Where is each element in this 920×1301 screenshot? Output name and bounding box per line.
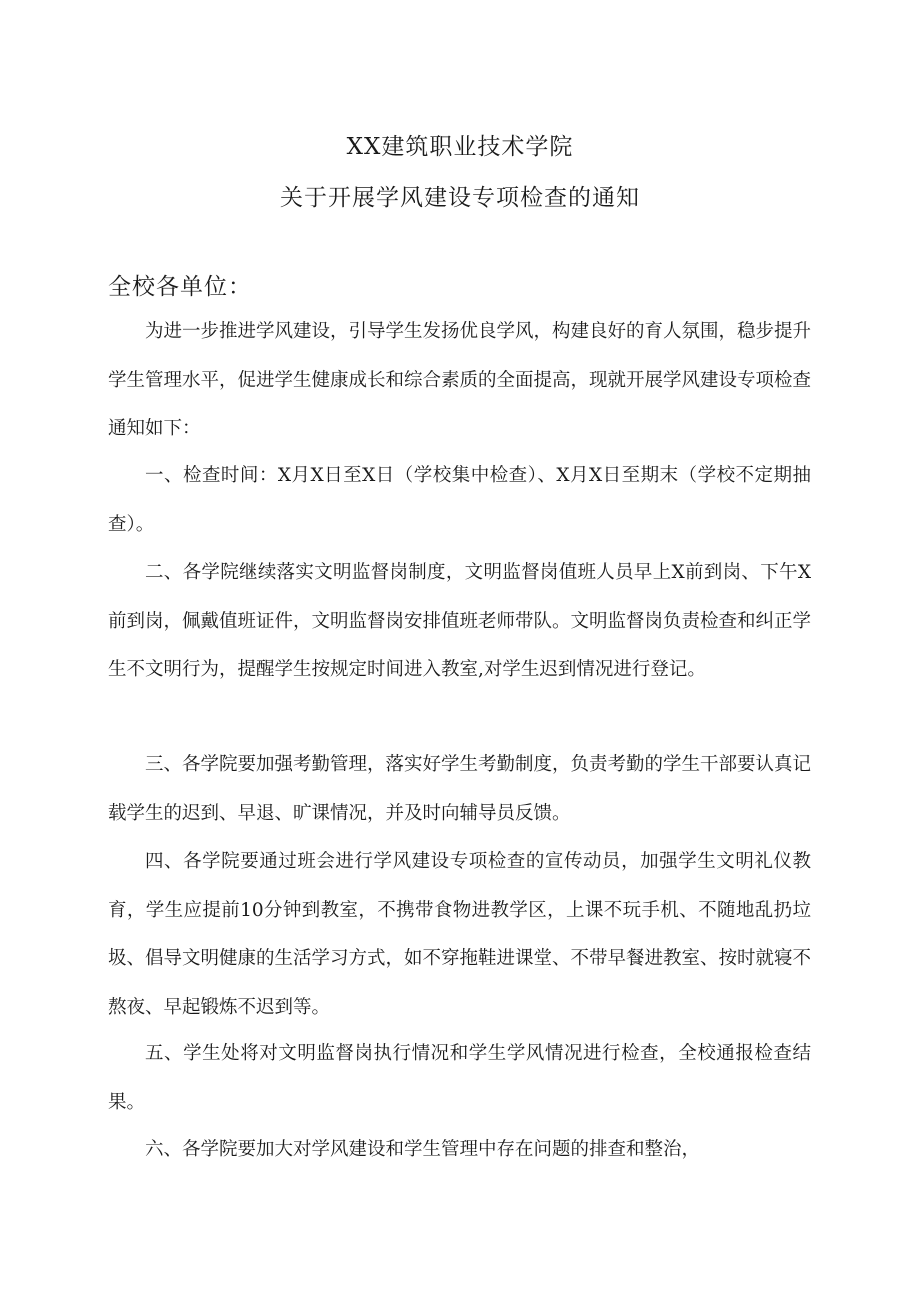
paragraph-item-4: 四、各学院要通过班会进行学风建设专项检查的宣传动员，加强学生文明礼仪教育，学生应提前10分钟到教室，不携带食物进教学区，上课不玩手机、不随地乱扔垃圾、倡导文明健康的生活学习方式，如不穿拖鞋进课堂、不带早餐进教室、按时就寝不熬夜、早起锻炼不迟到等。 [108,851,812,1018]
paragraph-item-5: 五、学生处将对文明监督岗执行情况和学生学风情况进行检查，全校通报检查结果。 [108,1043,811,1113]
paragraph-item-2: 二、各学院继续落实文明监督岗制度，文明监督岗值班人员早上X前到岗、下午X前到岗，佩戴值班证件，文明监督岗安排值班老师带队。文明监督岗负责检查和纠正学生不文明行为，提醒学生按规定时间进入教室,对学生迟到情况进行登记。 [108,562,812,680]
document-title-line-2: 关于开展学风建设专项检查的通知 [280,185,640,211]
salutation: 全校各单位： [108,274,252,300]
paragraph-item-6: 六、各学院要加大对学风建设和学生管理中存在问题的排查和整治， [145,1139,701,1160]
paragraph-item-3: 三、各学院要加强考勤管理，落实好学生考勤制度，负责考勤的学生干部要认真记载学生的迟到、早退、旷课情况，并及时向辅导员反馈。 [108,754,812,824]
paragraph-item-1: 一、检查时间：X月X日至X日（学校集中检查）、X月X日至期末（学校不定期抽查）。 [108,465,811,535]
intro-paragraph: 为进一步推进学风建设，引导学生发扬优良学风，构建良好的育人氛围，稳步提升学生管理水平，促进学生健康成长和综合素质的全面提高，现就开展学风建设专项检查通知如下： [108,321,812,439]
document-title-line-1: XX建筑职业技术学院 [346,134,574,160]
